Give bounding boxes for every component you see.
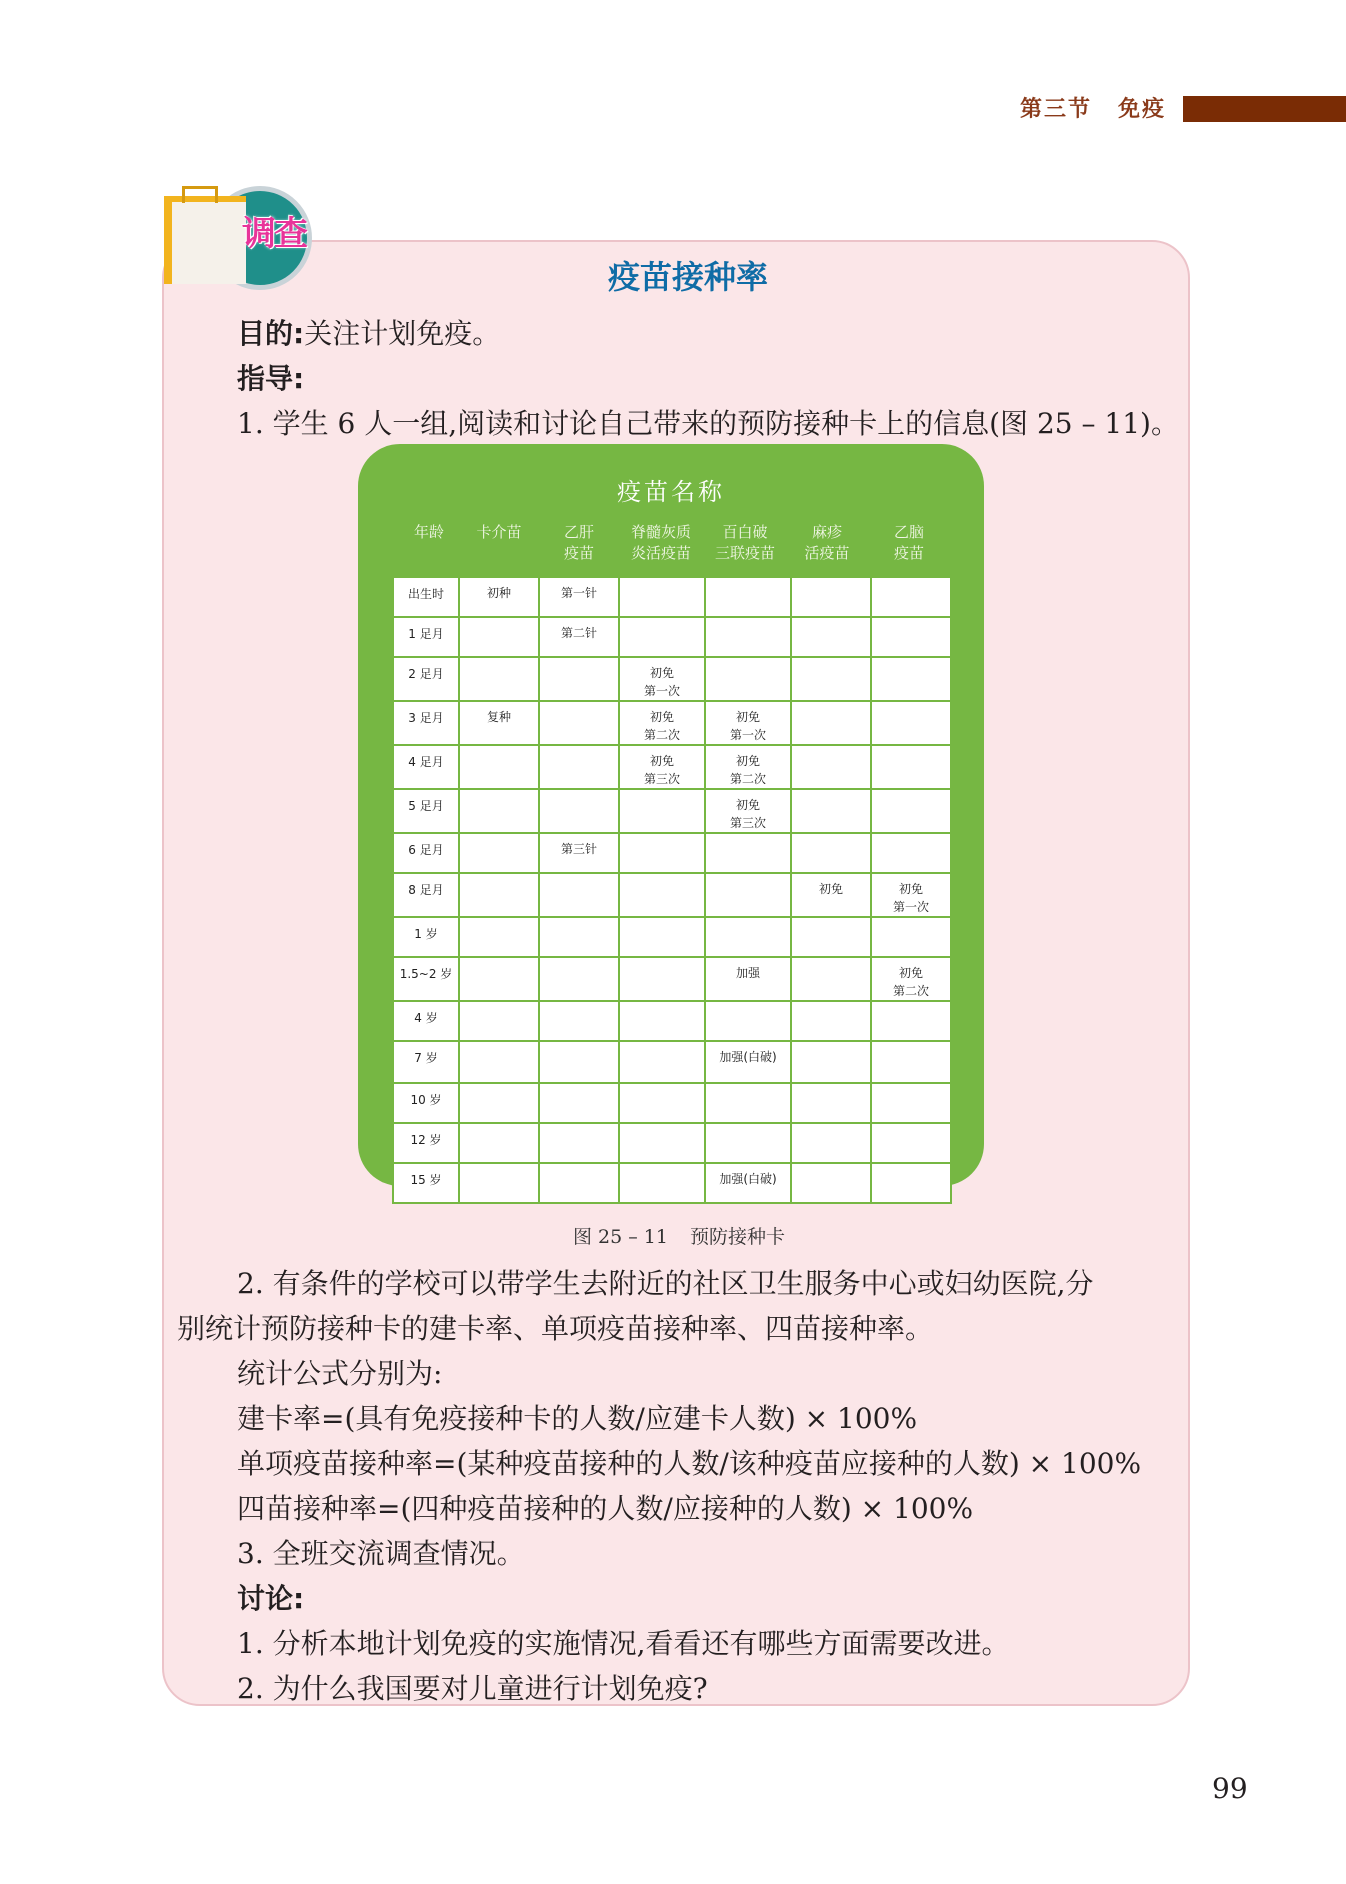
schedule-cell — [619, 789, 705, 833]
schedule-cell-text — [540, 790, 618, 796]
schedule-cell-text — [706, 618, 790, 624]
schedule-cell-text — [540, 874, 618, 880]
schedule-cell — [705, 1001, 791, 1041]
schedule-cell-text — [460, 834, 538, 840]
schedule-cell-text — [540, 1002, 618, 1008]
schedule-cell-text — [792, 958, 870, 964]
schedule-cell-text — [460, 1084, 538, 1090]
schedule-cell-text — [872, 1002, 950, 1008]
table-row — [393, 617, 951, 657]
column-header-je: 乙脑 疫苗 — [893, 523, 924, 562]
schedule-cell — [705, 957, 791, 1001]
discussion-label: 讨论: — [237, 1582, 305, 1615]
schedule-cell-text — [872, 1084, 950, 1090]
vaccination-card — [358, 444, 984, 1186]
schedule-cell — [791, 657, 871, 701]
purpose-line — [237, 316, 500, 352]
schedule-cell-text — [460, 918, 538, 924]
table-row — [393, 1163, 951, 1203]
schedule-cell — [791, 917, 871, 957]
schedule-cell-text — [792, 1002, 870, 1008]
schedule-cell — [791, 833, 871, 873]
schedule-cell — [705, 701, 791, 745]
schedule-cell-text — [872, 834, 950, 840]
schedule-cell — [871, 833, 951, 873]
schedule-cell — [791, 1123, 871, 1163]
schedule-cell-text — [872, 1042, 950, 1048]
schedule-cell — [539, 657, 619, 701]
schedule-cell — [619, 1083, 705, 1123]
schedule-cell — [619, 745, 705, 789]
schedule-cell — [871, 1083, 951, 1123]
schedule-cell-text: 初免 第三次 — [643, 754, 680, 786]
schedule-cell — [619, 1001, 705, 1041]
schedule-cell — [791, 957, 871, 1001]
table-row — [393, 833, 951, 873]
schedule-cell — [871, 1041, 951, 1083]
schedule-cell — [459, 833, 539, 873]
schedule-cell — [459, 1041, 539, 1083]
schedule-cell — [619, 657, 705, 701]
formula-card-rate: 建卡率=(具有免疫接种卡的人数/应建卡人数) × 100% — [237, 1402, 918, 1435]
schedule-cell — [705, 745, 791, 789]
schedule-cell-text — [540, 1124, 618, 1130]
age-cell: 8 足月 — [393, 873, 459, 917]
schedule-cell-text — [620, 578, 704, 584]
age-cell: 12 岁 — [393, 1123, 459, 1163]
schedule-cell-text — [706, 1084, 790, 1090]
formula-single-vaccine-rate: 单项疫苗接种率=(某种疫苗接种的人数/该种疫苗应接种的人数) × 100% — [237, 1447, 1142, 1480]
schedule-cell — [871, 577, 951, 617]
schedule-cell — [539, 1123, 619, 1163]
schedule-cell — [619, 833, 705, 873]
schedule-cell — [791, 617, 871, 657]
schedule-cell — [705, 1041, 791, 1083]
schedule-cell-text: 第三针 — [560, 842, 597, 856]
table-row — [393, 1001, 951, 1041]
schedule-cell-text: 加强(白破) — [719, 1172, 777, 1186]
table-row — [393, 577, 951, 617]
schedule-cell — [459, 917, 539, 957]
schedule-cell-text — [620, 618, 704, 624]
schedule-cell — [871, 1123, 951, 1163]
discussion-question-2: 2. 为什么我国要对儿童进行计划免疫? — [237, 1672, 708, 1705]
schedule-cell — [539, 1041, 619, 1083]
schedule-cell-text — [872, 1124, 950, 1130]
table-row — [393, 789, 951, 833]
schedule-cell-text — [792, 578, 870, 584]
schedule-cell-text — [872, 1164, 950, 1170]
schedule-cell-text: 初免 第二次 — [729, 754, 766, 786]
age-cell: 10 岁 — [393, 1083, 459, 1123]
schedule-cell — [705, 1163, 791, 1203]
schedule-cell-text — [706, 874, 790, 880]
schedule-cell-text — [620, 1124, 704, 1130]
activity-title: 疫苗接种率 — [607, 258, 768, 296]
schedule-cell — [539, 1083, 619, 1123]
schedule-cell — [791, 577, 871, 617]
schedule-cell-text — [540, 1042, 618, 1048]
schedule-cell — [459, 873, 539, 917]
schedule-cell — [619, 701, 705, 745]
schedule-cell-text — [460, 746, 538, 752]
table-row — [393, 701, 951, 745]
schedule-cell — [871, 917, 951, 957]
schedule-cell — [871, 789, 951, 833]
schedule-cell — [459, 617, 539, 657]
schedule-cell — [791, 1163, 871, 1203]
schedule-cell-text — [460, 618, 538, 624]
schedule-cell-text — [792, 1084, 870, 1090]
schedule-cell — [539, 577, 619, 617]
schedule-cell-text: 初免 第一次 — [892, 882, 929, 914]
schedule-cell — [705, 789, 791, 833]
schedule-cell-text — [620, 958, 704, 964]
section-number: 第三节 — [1020, 97, 1093, 122]
formula-four-vaccine-rate: 四苗接种率=(四种疫苗接种的人数/应接种的人数) × 100% — [237, 1492, 974, 1525]
schedule-cell-text — [792, 1124, 870, 1130]
schedule-cell-text — [792, 702, 870, 708]
schedule-cell-text — [460, 1002, 538, 1008]
schedule-cell — [705, 617, 791, 657]
schedule-cell — [619, 957, 705, 1001]
schedule-cell-text — [620, 1164, 704, 1170]
schedule-cell — [619, 577, 705, 617]
schedule-cell-text — [460, 1042, 538, 1048]
schedule-cell-text — [706, 918, 790, 924]
schedule-cell-text — [706, 658, 790, 664]
schedule-cell-text — [792, 1042, 870, 1048]
schedule-cell — [459, 745, 539, 789]
column-header-age: 年龄 — [413, 523, 444, 541]
column-header-hepb: 乙肝 疫苗 — [563, 523, 594, 562]
schedule-cell-text — [872, 790, 950, 796]
schedule-cell-text — [460, 1124, 538, 1130]
schedule-cell — [459, 701, 539, 745]
schedule-cell — [871, 873, 951, 917]
schedule-cell — [791, 873, 871, 917]
section-label — [1020, 92, 1166, 123]
schedule-cell — [539, 873, 619, 917]
schedule-cell — [791, 745, 871, 789]
step-3: 3. 全班交流调查情况。 — [237, 1537, 525, 1570]
card-title: 疫苗名称 — [617, 478, 725, 506]
schedule-cell — [791, 1041, 871, 1083]
schedule-cell — [871, 957, 951, 1001]
section-topic: 免疫 — [1118, 97, 1167, 122]
schedule-cell-text: 初免 第二次 — [643, 710, 680, 742]
age-cell: 2 足月 — [393, 657, 459, 701]
schedule-cell-text: 初免 第二次 — [892, 966, 929, 998]
purpose-label: 目的: — [237, 317, 305, 350]
schedule-cell — [871, 1163, 951, 1203]
schedule-cell-text — [540, 1164, 618, 1170]
schedule-cell-text: 初种 — [486, 586, 511, 600]
table-row — [393, 1041, 951, 1083]
age-cell: 15 岁 — [393, 1163, 459, 1203]
schedule-cell — [871, 701, 951, 745]
schedule-cell — [539, 957, 619, 1001]
schedule-cell — [539, 833, 619, 873]
schedule-cell-text — [620, 1042, 704, 1048]
schedule-cell — [459, 657, 539, 701]
table-row — [393, 1083, 951, 1123]
schedule-cell — [459, 789, 539, 833]
schedule-cell-text — [792, 746, 870, 752]
schedule-cell — [871, 617, 951, 657]
schedule-cell — [459, 1123, 539, 1163]
schedule-cell-text — [540, 702, 618, 708]
schedule-cell-text: 初免 — [818, 882, 843, 896]
schedule-cell-text: 加强(白破) — [719, 1050, 777, 1064]
column-header-bcg: 卡介苗 — [476, 523, 522, 541]
schedule-cell — [539, 745, 619, 789]
guidance-label: 指导: — [237, 362, 305, 395]
schedule-cell-text — [540, 958, 618, 964]
schedule-cell — [459, 1163, 539, 1203]
schedule-cell — [619, 1041, 705, 1083]
table-row — [393, 873, 951, 917]
age-cell: 出生时 — [393, 577, 459, 617]
schedule-cell — [705, 917, 791, 957]
schedule-cell — [705, 1123, 791, 1163]
schedule-cell-text — [872, 618, 950, 624]
schedule-cell — [539, 917, 619, 957]
schedule-cell — [791, 789, 871, 833]
table-row — [393, 657, 951, 701]
page-number: 99 — [1212, 1772, 1248, 1805]
column-header-measles: 麻疹 活疫苗 — [804, 523, 850, 562]
schedule-cell-text — [872, 702, 950, 708]
schedule-cell-text — [792, 918, 870, 924]
schedule-cell — [705, 1083, 791, 1123]
schedule-cell — [705, 833, 791, 873]
schedule-cell — [539, 1163, 619, 1203]
schedule-cell — [705, 873, 791, 917]
step-2-line-2: 别统计预防接种卡的建卡率、单项疫苗接种率、四苗接种率。 — [177, 1312, 934, 1345]
schedule-cell — [871, 657, 951, 701]
schedule-cell-text — [620, 918, 704, 924]
schedule-cell-text — [792, 1164, 870, 1170]
schedule-cell-text — [620, 790, 704, 796]
schedule-cell-text — [540, 918, 618, 924]
schedule-cell-text — [620, 874, 704, 880]
table-row — [393, 745, 951, 789]
step-1: 1. 学生 6 人一组,阅读和讨论自己带来的预防接种卡上的信息(图 25 – 11)。 — [237, 407, 1179, 440]
badge-label: 调查 — [242, 214, 306, 254]
table-row — [393, 957, 951, 1001]
schedule-cell — [791, 1083, 871, 1123]
age-cell: 5 足月 — [393, 789, 459, 833]
formula-intro: 统计公式分别为: — [237, 1357, 443, 1390]
column-header-dpt: 百白破 三联疫苗 — [714, 523, 775, 562]
schedule-cell-text — [540, 1084, 618, 1090]
schedule-cell-text — [460, 790, 538, 796]
schedule-cell-text — [792, 618, 870, 624]
discussion-question-1: 1. 分析本地计划免疫的实施情况,看看还有哪些方面需要改进。 — [237, 1627, 1010, 1660]
schedule-cell — [459, 577, 539, 617]
schedule-cell — [459, 1083, 539, 1123]
schedule-cell-text — [872, 578, 950, 584]
schedule-cell-text: 加强 — [735, 966, 760, 980]
vaccination-schedule-table — [392, 576, 952, 1204]
schedule-cell — [619, 917, 705, 957]
age-cell: 6 足月 — [393, 833, 459, 873]
figure-caption — [0, 1222, 1346, 1249]
schedule-cell — [619, 617, 705, 657]
schedule-cell — [705, 577, 791, 617]
schedule-cell-text — [460, 1164, 538, 1170]
schedule-cell — [539, 617, 619, 657]
schedule-cell-text: 复种 — [486, 710, 511, 724]
schedule-cell-text — [460, 874, 538, 880]
schedule-cell-text: 初免 第一次 — [643, 666, 680, 698]
schedule-cell-text — [872, 658, 950, 664]
schedule-cell — [459, 957, 539, 1001]
schedule-cell — [619, 873, 705, 917]
schedule-cell-text: 初免 第三次 — [729, 798, 766, 830]
schedule-cell — [791, 701, 871, 745]
age-cell: 1.5~2 岁 — [393, 957, 459, 1001]
age-cell: 4 足月 — [393, 745, 459, 789]
schedule-cell — [539, 701, 619, 745]
schedule-cell-text — [620, 834, 704, 840]
schedule-cell-text — [706, 1002, 790, 1008]
schedule-cell-text — [540, 746, 618, 752]
schedule-cell-text — [792, 790, 870, 796]
schedule-cell-text: 初免 第一次 — [729, 710, 766, 742]
schedule-cell-text — [706, 834, 790, 840]
section-accent-bar — [1183, 96, 1346, 122]
schedule-cell — [619, 1163, 705, 1203]
table-row — [393, 1123, 951, 1163]
table-row — [393, 917, 951, 957]
age-cell: 7 岁 — [393, 1041, 459, 1083]
schedule-cell — [705, 657, 791, 701]
clip-icon — [182, 186, 218, 203]
step-2-line-1: 2. 有条件的学校可以带学生去附近的社区卫生服务中心或妇幼医院,分 — [237, 1267, 1094, 1300]
schedule-cell-text — [620, 1002, 704, 1008]
schedule-cell-text: 第二针 — [560, 626, 597, 640]
schedule-cell-text — [460, 658, 538, 664]
schedule-cell-text — [872, 746, 950, 752]
purpose-text: 关注计划免疫。 — [304, 317, 501, 350]
column-header-polio: 脊髓灰质 炎活疫苗 — [630, 523, 691, 562]
age-cell: 3 足月 — [393, 701, 459, 745]
schedule-cell-text — [706, 1124, 790, 1130]
schedule-cell — [539, 789, 619, 833]
schedule-cell-text — [792, 834, 870, 840]
schedule-cell — [619, 1123, 705, 1163]
schedule-cell — [871, 1001, 951, 1041]
age-cell: 1 岁 — [393, 917, 459, 957]
schedule-cell — [871, 745, 951, 789]
schedule-cell-text — [540, 658, 618, 664]
schedule-cell-text: 第一针 — [560, 586, 597, 600]
schedule-cell — [791, 1001, 871, 1041]
schedule-cell-text — [872, 918, 950, 924]
age-cell: 4 岁 — [393, 1001, 459, 1041]
schedule-cell-text — [620, 1084, 704, 1090]
schedule-cell — [459, 1001, 539, 1041]
figure-number: 图 25 – 11 — [573, 1226, 668, 1248]
schedule-cell-text — [460, 958, 538, 964]
schedule-cell-text — [706, 578, 790, 584]
schedule-cell-text — [792, 658, 870, 664]
figure-text: 预防接种卡 — [689, 1226, 785, 1248]
schedule-cell — [539, 1001, 619, 1041]
age-cell: 1 足月 — [393, 617, 459, 657]
